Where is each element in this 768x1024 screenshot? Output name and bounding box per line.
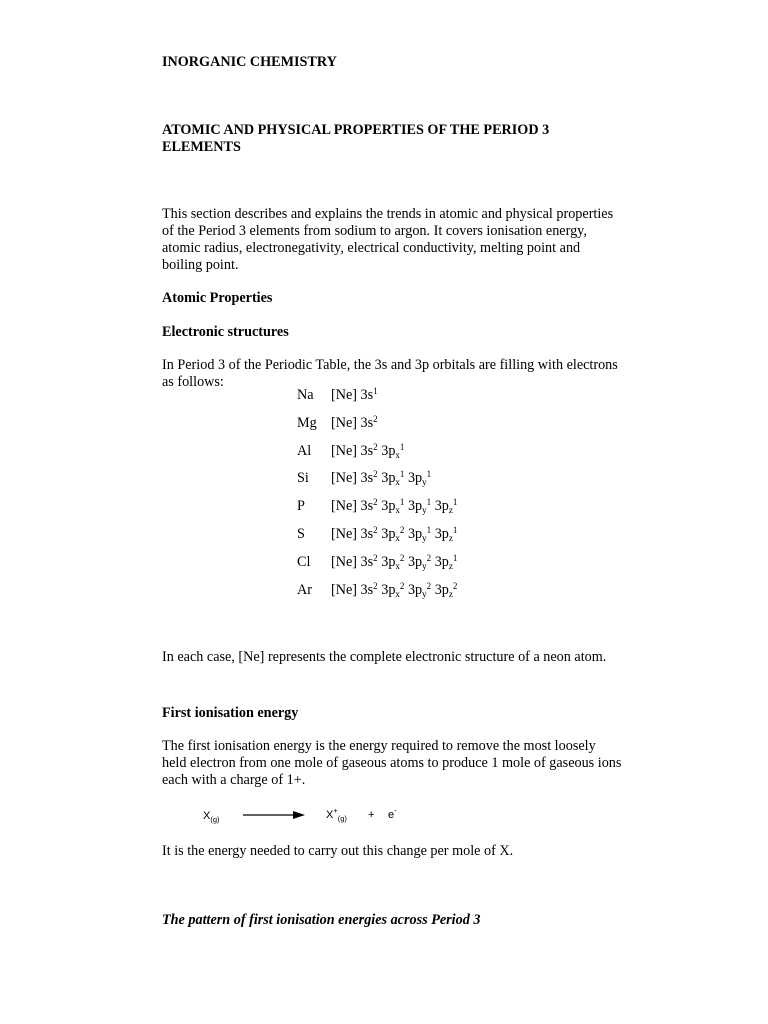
- element-symbol: Si: [297, 470, 309, 487]
- section-title-line2: ELEMENTS: [162, 139, 241, 155]
- element-symbol: Ar: [297, 581, 312, 598]
- pattern-heading: The pattern of first ionisation energies across Period 3: [162, 912, 481, 928]
- section-title-line1: ATOMIC AND PHYSICAL PROPERTIES OF THE PERIOD 3: [162, 122, 550, 138]
- electron-configuration-row: [297, 443, 404, 460]
- atomic-properties-heading: Atomic Properties: [162, 290, 273, 306]
- ionisation-equation: [203, 806, 503, 826]
- energy-paragraph: It is the energy needed to carry out this change per mole of X.: [162, 843, 514, 859]
- element-symbol: S: [297, 526, 305, 542]
- element-symbol: Na: [297, 387, 314, 403]
- electron-configuration-row: [297, 554, 457, 571]
- electron-configuration: [Ne] $3s^2$ $3p_x^2$ $3p_y^2$ $3p_z^1$: [331, 552, 458, 571]
- electron-configuration: [Ne] $3s^2$ $3p_x^2$ $3p_y^2$ $3p_z^2$: [331, 580, 458, 599]
- element-symbol: Cl: [297, 553, 311, 570]
- electron-configuration-row: [297, 415, 378, 432]
- electron-configuration-row: [297, 387, 378, 404]
- intro-paragraph: This section describes and explains the trends in atomic and physical properties of the Period 3 elements from sodium to argon. It covers ionisation energy, atomic radius, electronegativity, electrical conductivity, melting point and boiling point.: [162, 206, 614, 273]
- element-symbol: Al: [297, 442, 312, 459]
- electron-configuration: [Ne] $3s^2$ $3p_x^1$ $3p_y^1$ $3p_z^1$: [331, 497, 458, 516]
- equation-plus: +: [368, 809, 375, 821]
- electron-configuration-row: [297, 470, 431, 487]
- element-symbol: Mg: [297, 414, 317, 431]
- first-ionisation-paragraph: The first ionisation energy is the energy required to remove the most loosely held electron from one mole of gaseous atoms to produce 1 mole of gaseous ions each with a charge of 1+.: [162, 738, 622, 788]
- electron-configuration: [Ne] $3s^2$ $3p_x^1$: [331, 441, 405, 460]
- electronic-structures-heading: Electronic structures: [162, 324, 289, 340]
- equation-product-ion: $X^+_{(g)}$: [326, 806, 347, 823]
- equation-electron: e-: [388, 806, 397, 821]
- first-ionisation-heading: First ionisation energy: [162, 705, 299, 721]
- equation-reactant: $X_{(g)}$: [203, 810, 220, 824]
- element-symbol: P: [297, 498, 305, 515]
- electron-configuration: [Ne] $3s^2$: [331, 413, 378, 431]
- electron-configuration: [Ne] $3s^2$ $3p_x^2$ $3p_y^1$ $3p_z^1$: [331, 525, 458, 543]
- document-heading: INORGANIC CHEMISTRY: [162, 54, 337, 70]
- electron-configuration-row: [297, 526, 457, 543]
- orbitals-paragraph: In Period 3 of the Periodic Table, the 3s and 3p orbitals are filling with electrons as follows:: [162, 357, 618, 390]
- section-title: [162, 122, 622, 156]
- electron-configuration-row: [297, 582, 457, 599]
- electron-configuration-row: [297, 498, 457, 515]
- reaction-arrow-icon: [243, 808, 307, 822]
- electron-configuration: [Ne] $3s^2$ $3p_x^1$ $3p_y^1$: [331, 469, 432, 488]
- electron-configuration: [Ne] $3s^1$: [331, 386, 378, 403]
- neon-paragraph: In each case, [Ne] represents the complete electronic structure of a neon atom.: [162, 649, 607, 665]
